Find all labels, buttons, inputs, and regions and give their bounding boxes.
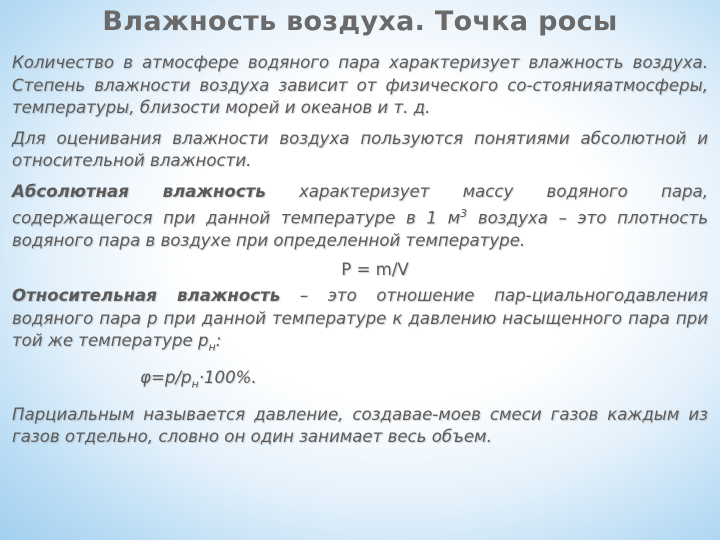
slide-title: Влажность воздуха. Точка росы [102, 6, 618, 37]
paragraph-relative-humidity [12, 285, 708, 359]
paragraph-absolute-humidity [12, 181, 708, 253]
formula2-part-a: φ=p/p [140, 367, 192, 387]
paragraph-humidity-concepts: Для оценивания влажности воздуха пользуются понятиями абсолютной и относительной влажности. [12, 128, 708, 170]
term-absolute-humidity: Абсолютная влажность [12, 181, 266, 201]
relative-humidity-text-a: – это отношение пар-циальногодавления водяного пара p при данной температуре к давлению насыщенного пара при той же температуре p [12, 286, 708, 351]
slide-body [12, 52, 708, 449]
relative-humidity-text-b: : [215, 331, 222, 351]
paragraph-partial-pressure: Парциальным называется давление, создавае-моев смеси газов каждым из газов отдельно, словно он один занимает весь объем. [12, 404, 708, 447]
formula2-part-b: ·100%. [198, 367, 257, 387]
formula-density: P = m/V [341, 259, 409, 279]
formula-relative-humidity [12, 367, 708, 396]
absolute-humidity-text-a: характеризует массу водяного пара, содержащегося при данной температуре в 1 м [12, 181, 708, 228]
absolute-humidity-text-b: воздуха – это плотность водяного пара в воздухе при определенной температуре. [12, 208, 708, 251]
formula2-subscript: н [191, 377, 199, 391]
term-relative-humidity: Относительная влажность [12, 286, 281, 306]
cubic-superscript: 3 [460, 207, 468, 220]
saturation-subscript: н [208, 340, 216, 354]
paragraph-humidity-intro: Количество в атмосфере водяного пара характеризует влажность воздуха. Степень влажности воздуха зависит от физического со-стоянияатмосферы, температуры, близости морей и океанов и т. д. [12, 53, 708, 117]
